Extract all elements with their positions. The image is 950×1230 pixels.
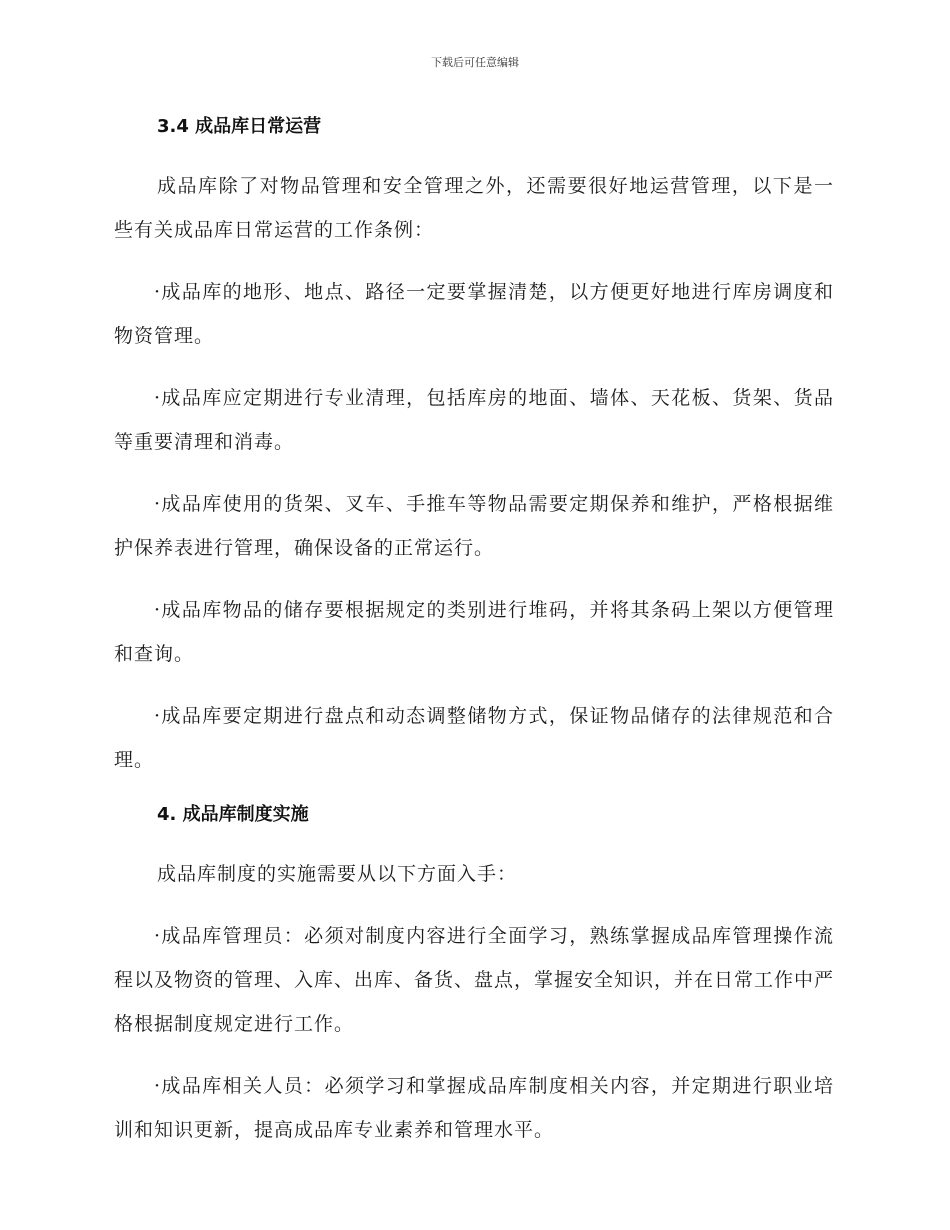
bullet-paragraph: ·成品库使用的货架、叉车、手推车等物品需要定期保养和维护，严格根据维护保养表进行管理，确保设备的正常运行。 (114, 493, 834, 559)
bullet-paragraph: ·成品库相关人员：必须学习和掌握成品库制度相关内容，并定期进行职业培训和知识更新，提高成品库专业素养和管理水平。 (114, 1075, 834, 1141)
page-header: 下载后可任意编辑 (431, 56, 519, 69)
section-heading-4: 4. 成品库制度实施 (157, 804, 309, 825)
document-body (114, 112, 834, 1170)
section-intro-paragraph: 成品库除了对物品管理和安全管理之外，还需要很好地运营管理，以下是一些有关成品库日常运营的工作条例： (114, 175, 834, 241)
section-intro-paragraph: 成品库制度的实施需要从以下方面入手： (157, 863, 518, 885)
bullet-paragraph: ·成品库要定期进行盘点和动态调整储物方式，保证物品储存的法律规范和合理。 (114, 705, 834, 771)
bullet-paragraph: ·成品库的地形、地点、路径一定要掌握清楚，以方便更好地进行库房调度和物资管理。 (114, 281, 834, 347)
section-heading-3-4: 3.4 成品库日常运营 (157, 116, 322, 137)
bullet-paragraph: ·成品库管理员：必须对制度内容进行全面学习，熟练掌握成品库管理操作流程以及物资的管理、入库、出库、备货、盘点，掌握安全知识，并在日常工作中严格根据制度规定进行工作。 (114, 925, 835, 1035)
bullet-paragraph: ·成品库物品的储存要根据规定的类别进行堆码，并将其条码上架以方便管理和查询。 (114, 599, 834, 665)
bullet-paragraph: ·成品库应定期进行专业清理，包括库房的地面、墙体、天花板、货架、货品等重要清理和消毒。 (114, 387, 834, 453)
